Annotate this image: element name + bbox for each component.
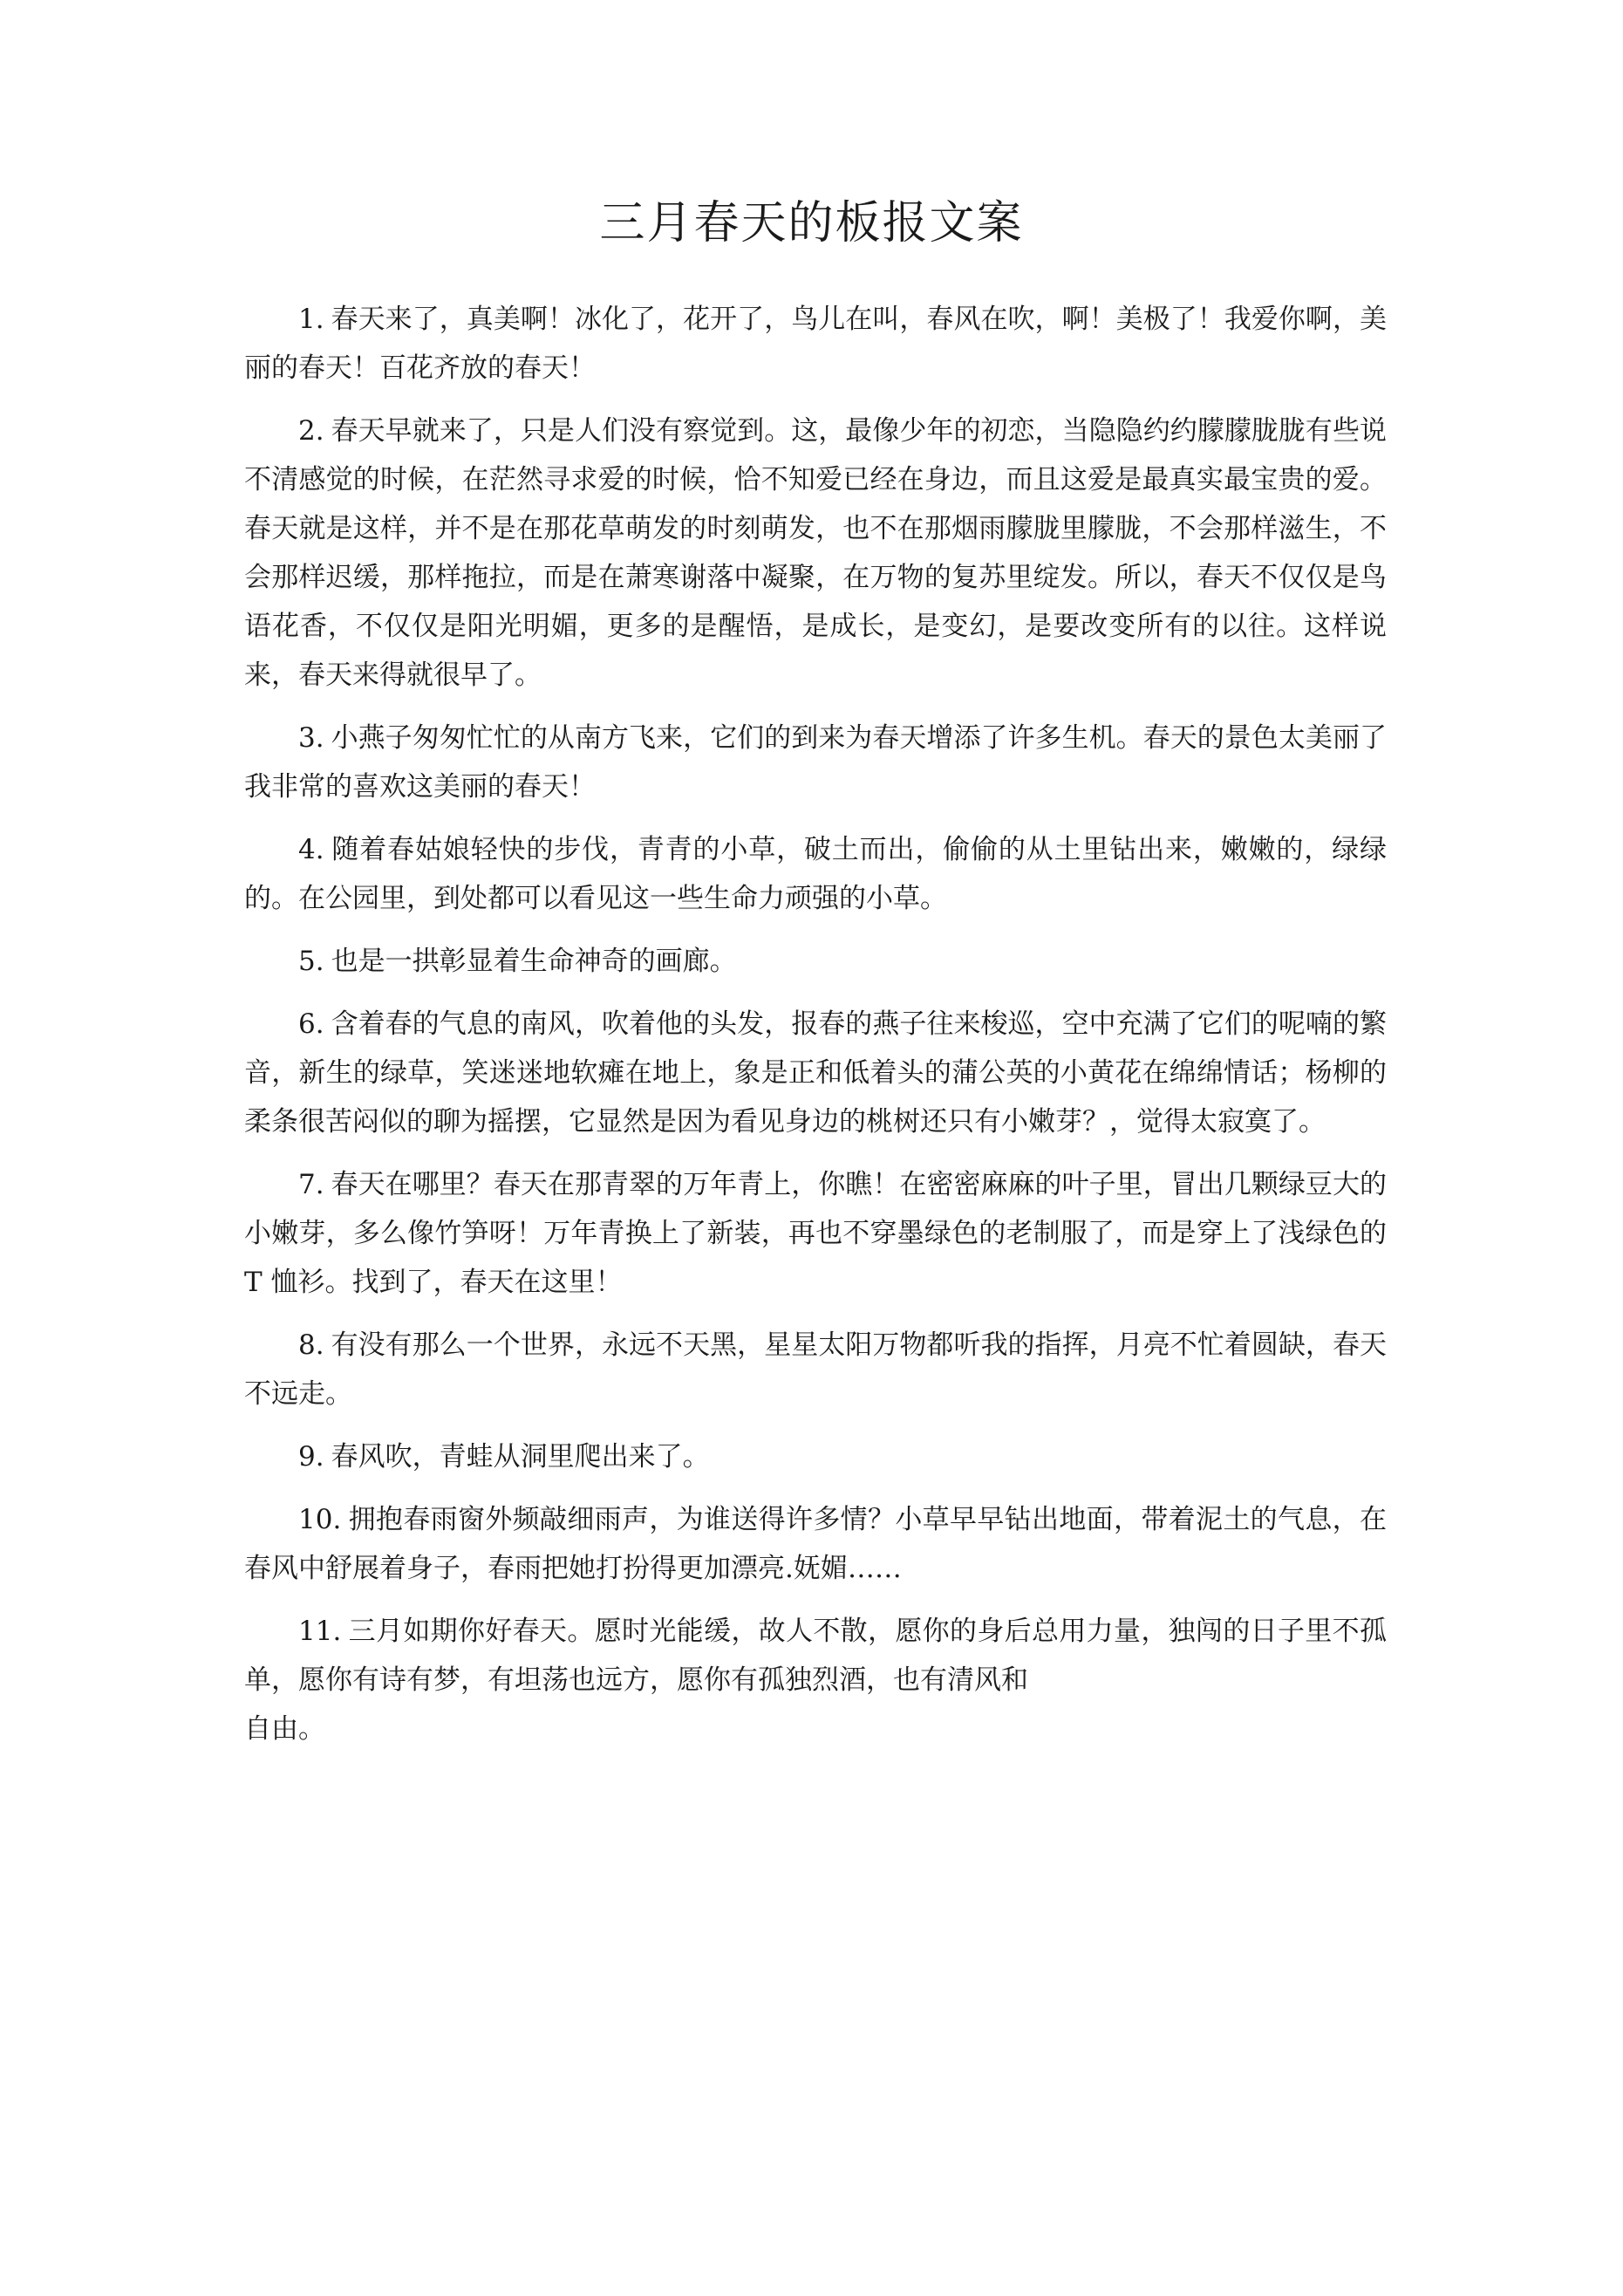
paragraph-text: 拥抱春雨窗外频敲细雨声，为谁送得许多情？小草早早钻出地面，带着泥土的气息，在春风中舒展着身子，春雨把她打扮得更加漂亮.妩媚…… [244,1504,1387,1584]
paragraph-6 [244,1000,1387,1146]
paragraph-text: 春风吹，青蛙从洞里爬出来了。 [331,1441,710,1473]
paragraph-text: 也是一拱彰显着生命神奇的画廊。 [331,946,737,977]
paragraph-number: 7. [298,1169,324,1200]
paragraph-text: 有没有那么一个世界，永远不天黑，星星太阳万物都听我的指挥，月亮不忙着圆缺，春天不远走。 [244,1329,1387,1410]
paragraph-2 [244,407,1387,700]
paragraph-number: 9. [298,1441,324,1473]
paragraph-number: 5. [298,946,324,977]
paragraph-text: 三月如期你好春天。愿时光能缓，故人不散，愿你的身后总用力量，独闯的日子里不孤单，愿你有诗有梦，有坦荡也远方，愿你有孤独烈酒，也有清风和 [244,1616,1387,1696]
paragraph-number: 8. [298,1329,324,1361]
paragraph-4 [244,825,1387,923]
paragraph-8 [244,1321,1387,1418]
paragraph-5 [244,937,1387,986]
paragraph-number: 3. [298,722,324,754]
paragraph-number: 11. [298,1616,342,1647]
paragraph-1 [244,295,1387,393]
paragraph-7 [244,1160,1387,1307]
paragraph-text: 春天在哪里？春天在那青翠的万年青上，你瞧！在密密麻麻的叶子里，冒出几颗绿豆大的小嫩芽，多么像竹笋呀！万年青换上了新装，再也不穿墨绿色的老制服了，而是穿上了浅绿色的 T 恤衫。找到了，春天在这里！ [244,1169,1387,1298]
paragraph-tail: 自由。 [244,1713,325,1745]
document-title: 三月春天的板报文案 [599,197,1024,249]
document-body [244,295,1387,1753]
paragraph-number: 2. [298,415,324,447]
paragraph-3 [244,714,1387,811]
paragraph-number: 1. [298,304,324,335]
paragraph-11 [244,1607,1387,1753]
paragraph-number: 6. [298,1008,324,1040]
paragraph-number: 4. [298,834,324,865]
paragraph-number: 10. [298,1504,342,1535]
paragraph-text: 春天早就来了，只是人们没有察觉到。这，最像少年的初恋，当隐隐约约朦朦胧胧有些说不清感觉的时候，在茫然寻求爱的时候，恰不知爱已经在身边，而且这爱是最真实最宝贵的爱。春天就是这样，并不是在那花草萌发的时刻萌发，也不在那烟雨朦胧里朦胧，不会那样滋生，不会那样迟缓，那样拖拉，而是在萧寒谢落中凝聚，在万物的复苏里绽发。所以，春天不仅仅是鸟语花香，不仅仅是阳光明媚，更多的是醒悟，是成长，是变幻，是要改变所有的以往。这样说来，春天来得就很早了。 [244,415,1387,691]
paragraph-text: 春天来了，真美啊！冰化了，花开了，鸟儿在叫，春风在吹，啊！美极了！我爱你啊，美丽的春天！百花齐放的春天！ [244,304,1387,384]
paragraph-10 [244,1495,1387,1593]
paragraph-text: 小燕子匆匆忙忙的从南方飞来，它们的到来为春天增添了许多生机。春天的景色太美丽了我非常的喜欢这美丽的春天！ [244,722,1387,803]
paragraph-text: 含着春的气息的南风，吹着他的头发，报春的燕子往来梭巡，空中充满了它们的呢喃的繁音，新生的绿草，笑迷迷地软瘫在地上，象是正和低着头的蒲公英的小黄花在绵绵情话；杨柳的柔条很苦闷似的聊为摇摆，它显然是因为看见身边的桃树还只有小嫩芽？，觉得太寂寞了。 [244,1008,1387,1138]
paragraph-9 [244,1432,1387,1481]
paragraph-text: 随着春姑娘轻快的步伐，青青的小草，破土而出，偷偷的从土里钻出来，嫩嫩的，绿绿的。在公园里，到处都可以看见这一些生命力顽强的小草。 [244,834,1387,914]
